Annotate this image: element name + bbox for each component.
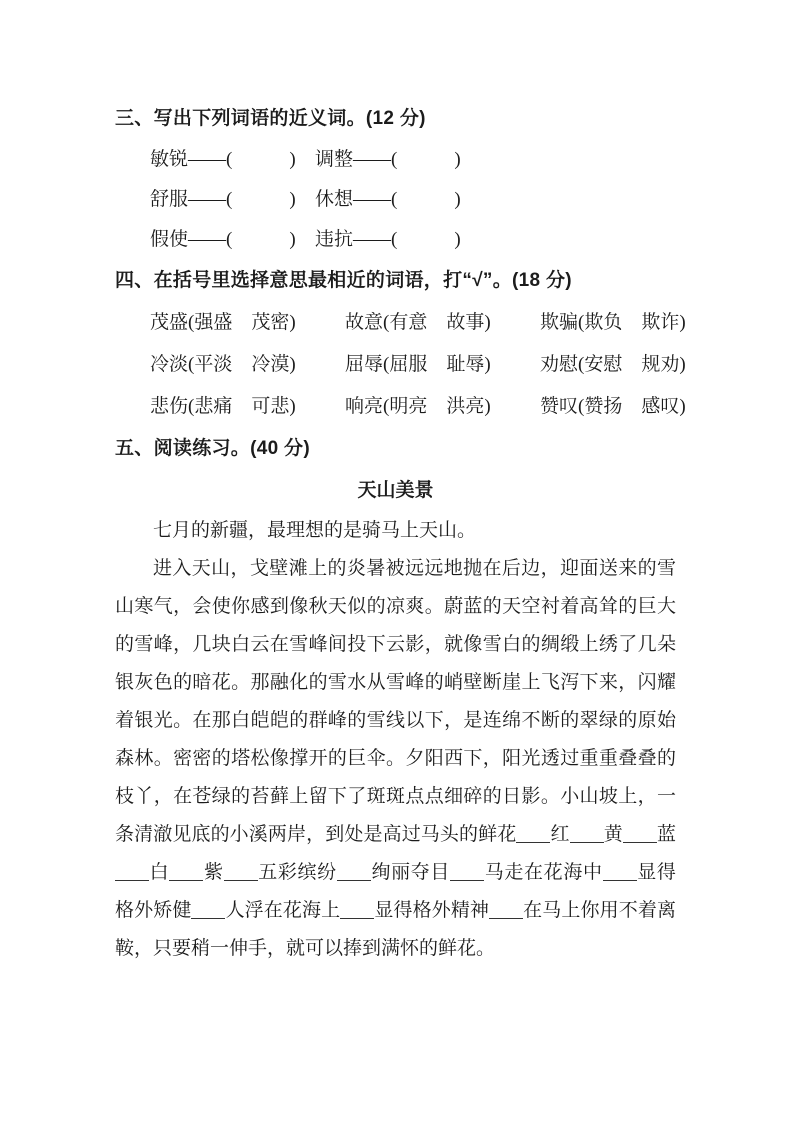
punctuation-blank [224,863,258,881]
punctuation-blank [340,901,374,919]
passage-paragraph-2: 进入天山，戈壁滩上的炎暑被远远地抛在后边，迎面送来的雪山寒气，会使你感到像秋天似的凉爽。蔚蓝的天空衬着高耸的巨大的雪峰，几块白云在雪峰间投下云影，就像雪白的绸缎上绣了几朵银灰色的暗花。那融化的雪水从雪峰的峭壁断崖上飞泻下来，闪耀着银光。在那白皑皑的群峰的雪线以下，是连绵不断的翠绿的原始森林。密密的塔松像撑开的巨伞。夕阳西下，阳光透过重重叠叠的枝丫，在苍绿的苔藓上留下了斑斑点点细碎的日影。小山坡上，一条清澈见底的小溪两岸，到处是高过马头的鲜花 红 黄 蓝白 紫 五彩缤纷 绚丽夺目 马走在花海中 显得格外矫健 人浮在花海上 显得格外精神 在马上你用不着离鞍，只要稍一伸手，就可以捧到满怀的鲜花。 [115,558,676,959]
punctuation-blank [450,863,484,881]
section-synonyms [115,98,676,260]
punctuation-blank [570,825,604,843]
word-choice-item: 欺骗(欺负 欺诈) [540,312,686,333]
synonym-item: 敏锐——( ) [150,149,296,170]
punctuation-blank [191,901,225,919]
synonym-item: 休想——( ) [315,189,461,210]
word-choice-item: 赞叹(赞扬 感叹) [540,396,686,417]
passage-title: 天山美景 [357,480,434,501]
synonym-item: 违抗——( ) [315,229,461,250]
synonym-item: 舒服——( ) [150,189,296,210]
synonyms-grid [115,140,676,260]
section-reading [115,428,676,968]
passage-paragraph-1: 七月的新疆，最理想的是骑马上天山。 [153,520,477,541]
punctuation-blank [623,825,657,843]
word-choice-item: 悲伤(悲痛 可悲) [150,396,296,417]
punctuation-blank [489,901,523,919]
word-choice-item: 茂盛(强盛 茂密) [150,312,296,333]
punctuation-blank [337,863,371,881]
word-choice-heading: 四、在括号里选择意思最相近的词语，打“√”。(18 分) [115,270,572,291]
punctuation-blank [516,825,550,843]
word-choice-item: 屈辱(屈服 耻辱) [345,354,491,375]
punctuation-blank [115,863,149,881]
word-choice-item: 冷淡(平淡 冷漠) [150,354,296,375]
word-choice-item: 响亮(明亮 洪亮) [345,396,491,417]
synonym-item: 假使——( ) [150,229,296,250]
punctuation-blank [169,863,203,881]
word-choice-grid [115,302,686,428]
reading-heading: 五、阅读练习。(40 分) [115,438,310,459]
word-choice-item: 劝慰(安慰 规劝) [540,354,686,375]
punctuation-blank [603,863,637,881]
word-choice-item: 故意(有意 故事) [345,312,491,333]
section-word-choice [115,260,686,428]
synonym-item: 调整——( ) [315,149,461,170]
synonyms-heading: 三、写出下列词语的近义词。(12 分) [115,108,426,129]
